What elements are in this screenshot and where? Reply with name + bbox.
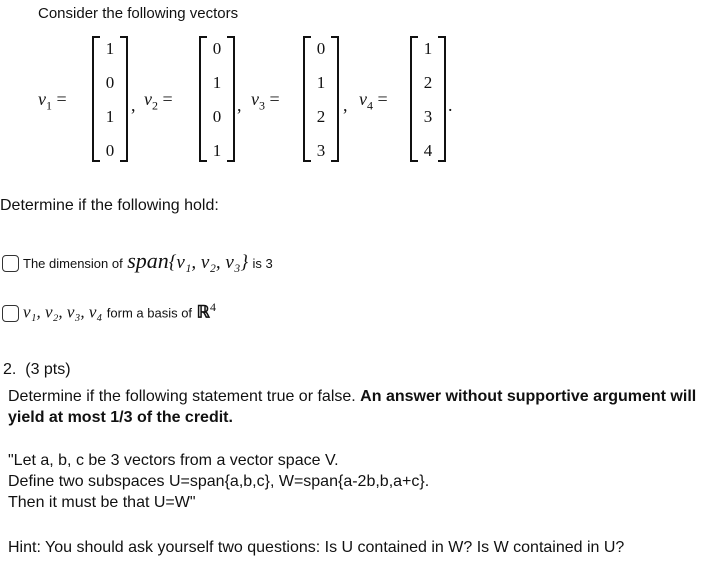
option1-suffix: is 3 bbox=[252, 256, 273, 271]
question2-intro-plain: Determine if the following statement true or false. bbox=[8, 388, 356, 405]
question2-intro-bold: An answer without supportive argument will yield at most 1/3 of the credit. bbox=[8, 388, 697, 426]
option2[interactable] bbox=[2, 300, 216, 322]
v2-entry-2: 1 bbox=[212, 73, 222, 92]
question2-points: (3 pts) bbox=[25, 361, 71, 378]
option2-vectors: v₁, v₂, v₃, v₄ bbox=[23, 302, 103, 322]
v2-label: $v_2$ = bbox=[144, 89, 173, 113]
period: . bbox=[448, 95, 453, 115]
option1-prefix: The dimension of bbox=[23, 256, 123, 271]
question2-header bbox=[3, 361, 71, 379]
comma: , bbox=[343, 95, 348, 115]
v3-entry-3: 2 bbox=[316, 107, 326, 126]
v1-entry-2: 0 bbox=[105, 73, 115, 92]
comma: , bbox=[131, 95, 136, 115]
v1-entry-3: 1 bbox=[105, 107, 115, 126]
span-word: span bbox=[127, 248, 169, 273]
statement-line-3: Then it must be that U=W" bbox=[8, 494, 196, 511]
option1-checkbox[interactable] bbox=[2, 255, 19, 272]
v3-entry-2: 1 bbox=[316, 73, 326, 92]
v2-entry-4: 1 bbox=[212, 141, 222, 160]
v4-entry-3: 3 bbox=[423, 107, 433, 126]
question2-number: 2. bbox=[3, 361, 17, 378]
v3-entry-1: 0 bbox=[316, 39, 326, 58]
statement-line-2: Define two subspaces U=span{a,b,c}, W=span{a-2b,b,a+c}. bbox=[8, 473, 430, 490]
v1-entry-4: 0 bbox=[105, 141, 115, 160]
comma: , bbox=[237, 95, 242, 115]
real-space-exponent: 4 bbox=[209, 300, 216, 314]
v3-matrix bbox=[303, 36, 339, 164]
option1-vectors: {v₁, v₂, v₃} bbox=[168, 252, 249, 273]
option1[interactable] bbox=[2, 248, 273, 274]
option2-text: form a basis of bbox=[106, 305, 193, 321]
v3-entry-4: 3 bbox=[316, 141, 326, 160]
v1-entry-1: 1 bbox=[105, 39, 115, 58]
v4-matrix bbox=[410, 36, 446, 164]
question2-intro bbox=[8, 386, 713, 428]
option2-checkbox[interactable] bbox=[2, 305, 19, 322]
statement-line-1: "Let a, b, c be 3 vectors from a vector space V. bbox=[8, 452, 339, 469]
v3-label: $v_3$ = bbox=[251, 89, 280, 113]
question1-prompt: Determine if the following hold: bbox=[0, 197, 219, 214]
intro-text: Consider the following vectors bbox=[38, 5, 239, 22]
real-space-symbol: ℝ bbox=[196, 302, 210, 322]
v2-matrix bbox=[199, 36, 235, 164]
v4-entry-1: 1 bbox=[423, 39, 433, 58]
v4-entry-4: 4 bbox=[423, 141, 433, 160]
v1-label: $v_1$ = bbox=[38, 89, 67, 113]
hint-text: Hint: You should ask yourself two questions: Is U contained in W? Is W contained in U? bbox=[8, 539, 625, 556]
v4-entry-2: 2 bbox=[423, 73, 433, 92]
v1-matrix bbox=[92, 36, 128, 164]
v2-entry-3: 0 bbox=[212, 107, 222, 126]
v4-label: $v_4$ = bbox=[359, 89, 388, 113]
v2-entry-1: 0 bbox=[212, 39, 222, 58]
